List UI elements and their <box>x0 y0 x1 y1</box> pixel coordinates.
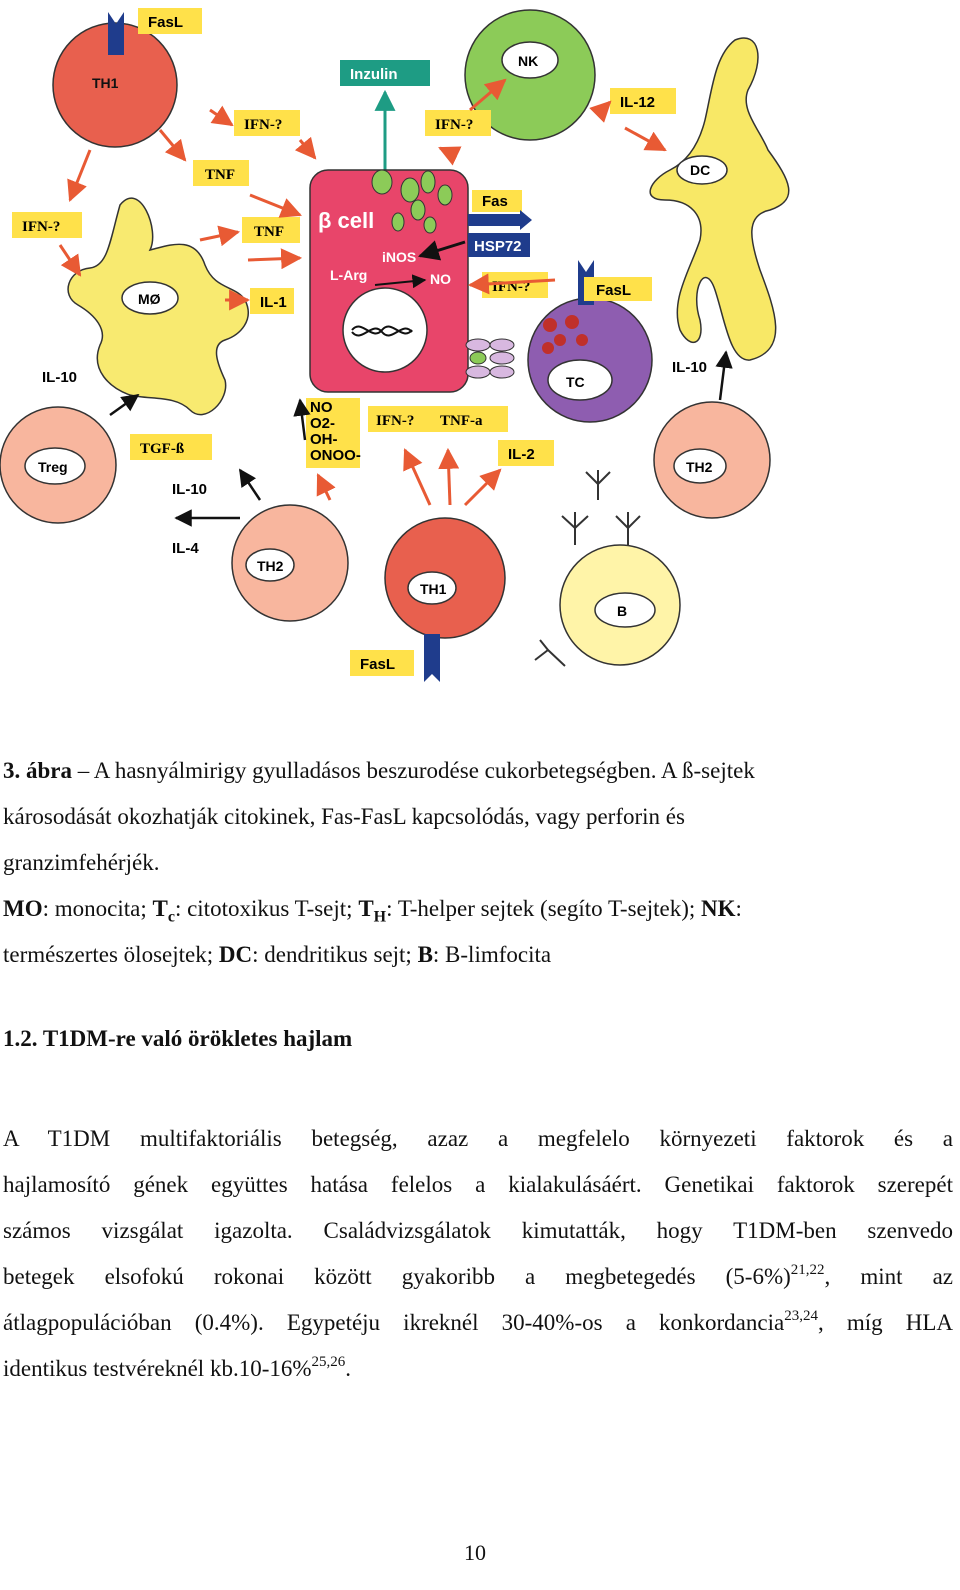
citation-ref: 21,22 <box>790 1262 825 1278</box>
paragraph-text: , mint az <box>824 1264 953 1289</box>
abbr-key: NK <box>701 896 736 921</box>
th2-bottom-label: TH2 <box>257 558 284 574</box>
no-group-item: OH- <box>310 431 338 448</box>
paragraph-text: . <box>345 1356 352 1381</box>
abbr-key: T <box>152 896 168 921</box>
ifn-right-label: IFN-? <box>492 279 531 295</box>
nk-label: NK <box>518 53 539 69</box>
macrophage-cell <box>68 198 248 414</box>
no-group-item: ONOO- <box>310 447 361 464</box>
larg-label: L-Arg <box>330 267 368 283</box>
section-heading: 1.2. T1DM-re való örökletes hajlam <box>3 1026 353 1051</box>
abbr-key: T <box>358 896 374 921</box>
th2-right-label: TH2 <box>686 459 713 475</box>
abbr-value: természertes ölosejtek; <box>3 942 219 967</box>
il1-label: IL-1 <box>260 294 287 311</box>
beta-cell <box>310 170 468 392</box>
fasl-receptor-icon <box>108 12 124 55</box>
abbr-subscript: H <box>373 908 387 926</box>
paragraph-text: identikus testvéreknél kb.10-16% <box>3 1356 312 1381</box>
citation-ref: 25,26 <box>311 1354 346 1370</box>
no-group-item: O2- <box>310 415 336 432</box>
abbr-value: : <box>735 896 742 921</box>
insulin-label: Inzulin <box>350 66 398 83</box>
paragraph-text: betegek elsofokú rokonai között gyakoribb a megbetegedés (5-6%) <box>3 1264 791 1289</box>
fasl-top-label: FasL <box>148 14 184 31</box>
pancreas-inflammation-diagram <box>0 0 960 700</box>
ifn-top-left-label: IFN-? <box>244 117 283 133</box>
caption-line: károsodását okozhatják citokinek, Fas-FasL kapcsolódás, vagy perforin és <box>3 804 685 829</box>
il10-right-label: IL-10 <box>672 359 708 376</box>
fasl-bottom-receptor-icon <box>424 634 440 682</box>
citation-ref: 23,24 <box>784 1308 818 1324</box>
tnf-1-label: TNF <box>205 167 235 183</box>
il2-label: IL-2 <box>508 446 535 463</box>
paragraph-line: hajlamosító gének együttes hatása felelos a kialakulásáért. Genetikai faktorok szerepét <box>3 1172 953 1197</box>
il4-label: IL-4 <box>172 540 199 557</box>
caption-line: granzimfehérjék. <box>3 850 160 875</box>
paragraph-line: A T1DM multifaktoriális betegség, azaz a megfelelo környezeti faktorok és a <box>3 1126 953 1151</box>
beta-nucleus <box>343 288 427 372</box>
abbr-value: : B-limfocita <box>432 942 552 967</box>
page-number: 10 <box>464 1540 486 1565</box>
th2-cell-bottom <box>232 505 348 621</box>
caption-abbreviations <box>3 932 953 978</box>
ifn-left-label: IFN-? <box>22 219 61 235</box>
macrophage-label: MØ <box>138 291 161 307</box>
inos-label: iNOS <box>382 249 417 265</box>
fas-receptor-icon <box>468 210 532 230</box>
abbr-value: : citotoxikus T-sejt; <box>174 896 359 921</box>
fasl-bottom-label: FasL <box>360 656 396 673</box>
paragraph-line <box>3 1300 953 1346</box>
hsp72-label: HSP72 <box>474 238 522 255</box>
caption-text: A hasnyálmirigy gyulladásos beszurodése cukorbetegségben. A ß-sejtek <box>93 758 755 783</box>
paragraph-line <box>3 1346 953 1392</box>
tc-label: TC <box>566 374 585 390</box>
abbr-key: B <box>417 942 433 967</box>
il12-label: IL-12 <box>620 94 656 111</box>
abbr-subscript: c <box>167 908 175 926</box>
fasl-tc-label: FasL <box>596 282 632 299</box>
no-group-item: NO <box>310 399 333 416</box>
dc-label: DC <box>690 162 711 178</box>
beta-cell-label: β cell <box>318 208 375 233</box>
ifn-top-right-label: IFN-? <box>435 117 474 133</box>
th1-top-label: TH1 <box>92 75 119 91</box>
caption-line <box>3 748 953 794</box>
paragraph-line: számos vizsgálat igazolta. Családvizsgálatok kimutatták, hogy T1DM-ben szenvedo <box>3 1218 953 1243</box>
th2-cell-right <box>654 402 770 518</box>
abbr-key: DC <box>218 942 253 967</box>
treg-label: Treg <box>38 459 68 475</box>
il10-left-label: IL-10 <box>42 369 78 386</box>
no-inside-label: NO <box>430 271 451 287</box>
paragraph-line <box>3 1254 953 1300</box>
body-paragraph <box>3 1116 953 1392</box>
tnf-2-label: TNF <box>254 224 284 240</box>
treg-cell <box>0 407 116 523</box>
caption-dash: – <box>72 758 94 783</box>
caption-label: 3. ábra <box>3 758 72 783</box>
ifn-bottom-label: IFN-? <box>376 413 415 429</box>
il10-bottom-label: IL-10 <box>172 481 208 498</box>
abbr-value: : T-helper sejtek (segíto T-sejtek); <box>386 896 702 921</box>
abbr-value: : monocita; <box>42 896 153 921</box>
abbr-value: : dendritikus sejt; <box>252 942 418 967</box>
caption-abbreviations <box>3 886 953 932</box>
dendritic-cell <box>650 38 789 360</box>
th1-bottom-label: TH1 <box>420 581 447 597</box>
fas-label: Fas <box>482 193 508 210</box>
tgfb-label: TGF-ß <box>140 441 185 457</box>
figure-caption <box>3 748 953 978</box>
paragraph-text: átlagpopulációban (0.4%). Egypetéju ikreknél 30-40%-os a konkordancia <box>3 1310 785 1335</box>
paragraph-text: , míg HLA <box>817 1310 953 1335</box>
adhesion-molecules <box>466 339 514 378</box>
tnfa-label: TNF-a <box>440 413 483 429</box>
b-cell-label: B <box>617 603 628 619</box>
b-cell <box>560 545 680 665</box>
abbr-key: MO <box>3 896 43 921</box>
